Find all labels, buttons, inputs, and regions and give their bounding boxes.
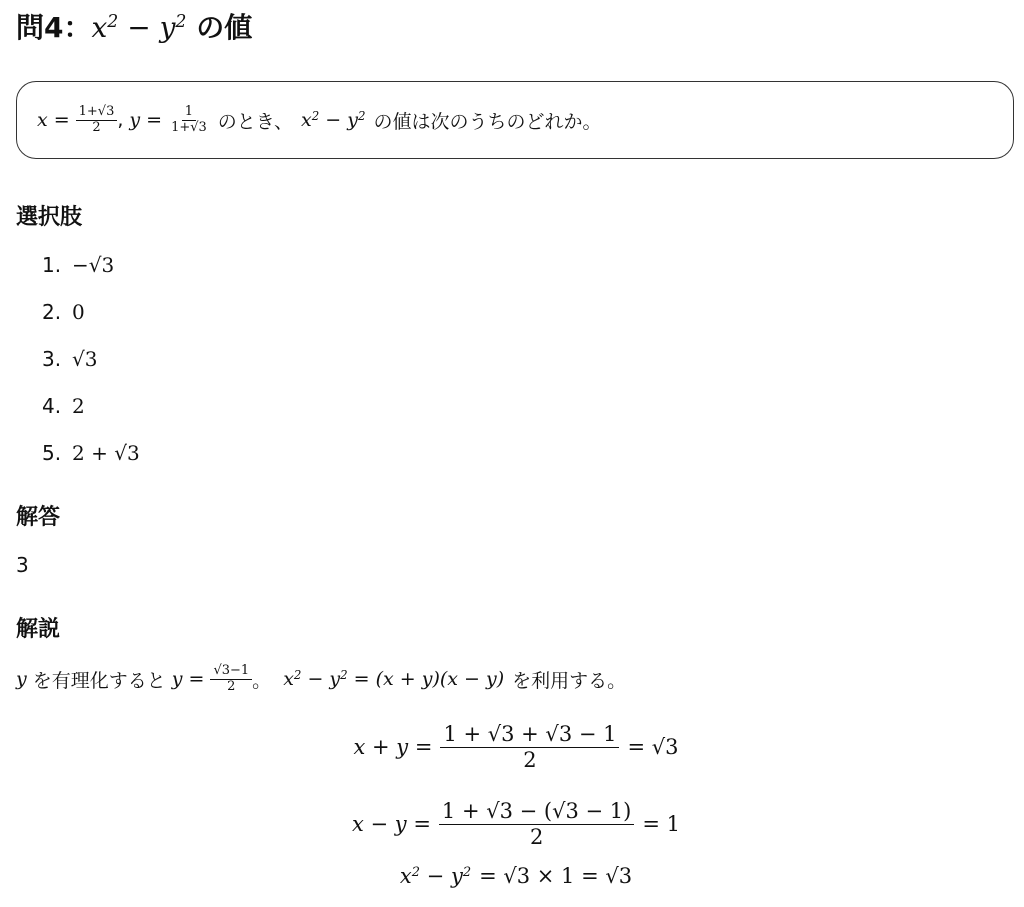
eq2-fraction	[439, 799, 634, 848]
choices-heading: 選択肢	[16, 205, 83, 230]
explanation-text	[16, 661, 626, 697]
choice-item[interactable]	[42, 438, 140, 485]
eq1-lhs: x + y =	[353, 735, 433, 759]
expl-y-denominator: 2	[227, 678, 236, 694]
expl-period: 。	[252, 669, 272, 692]
problem-x-denominator: 2	[92, 119, 101, 135]
explanation-heading: 解説	[16, 617, 61, 642]
problem-x-fraction	[76, 105, 118, 136]
expl-y-fraction	[210, 664, 252, 695]
problem-box	[16, 81, 1014, 159]
title-formula: $x^2 - y^2$	[91, 11, 187, 44]
expl-identity-lhs: $x^2 - y^2$	[283, 667, 348, 690]
problem-formula: $x^2 - y^2$	[301, 108, 366, 131]
choice-label: √3	[72, 347, 98, 371]
choice-item[interactable]	[42, 344, 140, 391]
problem-eq-sign: =	[53, 109, 70, 131]
problem-x-var: x	[37, 109, 48, 131]
eq1-denominator: 2	[523, 747, 537, 772]
eq2-numerator: 1 + √3 − (√3 − 1)	[439, 799, 634, 824]
choice-item[interactable]	[42, 391, 140, 438]
choice-number: 3.	[42, 347, 62, 371]
eq1-fraction	[440, 722, 619, 771]
choice-label: −√3	[72, 253, 115, 277]
problem-tail-text: の値は次のうちのどれか。	[373, 110, 602, 133]
choice-number: 5.	[42, 441, 62, 465]
eq3-lhs: $x^2 - y^2$	[399, 864, 472, 888]
problem-y-fraction	[168, 105, 210, 136]
eq3-rhs: = √3 × 1 = √3	[479, 864, 633, 888]
choice-item[interactable]	[42, 250, 140, 297]
choice-number: 4.	[42, 394, 62, 418]
eq1-numerator: 1 + √3 + √3 − 1	[440, 722, 619, 747]
problem-y-var: y	[129, 109, 141, 131]
equation-result	[16, 858, 1016, 894]
expl-lead-var: y	[16, 668, 27, 690]
page-title	[16, 8, 252, 52]
problem-y-denominator: 1+√3	[171, 119, 207, 135]
choices-list	[42, 250, 140, 485]
choice-number: 2.	[42, 300, 62, 324]
choice-label: 2	[72, 394, 85, 418]
equation-sum	[16, 718, 1016, 776]
eq1-rhs: = √3	[627, 735, 679, 759]
expl-identity: = (x + y)(x − y)	[353, 668, 505, 690]
choice-number: 1.	[42, 253, 62, 277]
problem-x-numerator: 1+√3	[76, 105, 118, 121]
eq2-rhs: = 1	[642, 812, 680, 836]
expl-lead-text: を有理化すると	[32, 669, 166, 692]
choice-label: 2 + √3	[72, 441, 140, 465]
choice-item[interactable]	[42, 297, 140, 344]
eq2-denominator: 2	[529, 824, 544, 849]
expl-y-numerator: √3−1	[210, 664, 252, 680]
problem-mid-text: のとき、	[217, 110, 294, 133]
answer-heading: 解答	[16, 505, 61, 530]
title-prefix: 問4：	[16, 11, 92, 44]
title-suffix: の値	[196, 11, 253, 44]
choice-label: 0	[72, 300, 85, 324]
problem-y-numerator: 1	[182, 105, 196, 121]
eq2-lhs: x − y =	[351, 812, 431, 836]
problem-comma: ,	[117, 109, 124, 131]
expl-identity-tail: を利用する。	[512, 669, 627, 692]
expl-y-eq: y =	[171, 668, 205, 690]
answer-value: 3	[16, 553, 29, 577]
problem-eq-sign-2: =	[146, 109, 163, 131]
equation-difference	[16, 795, 1016, 853]
